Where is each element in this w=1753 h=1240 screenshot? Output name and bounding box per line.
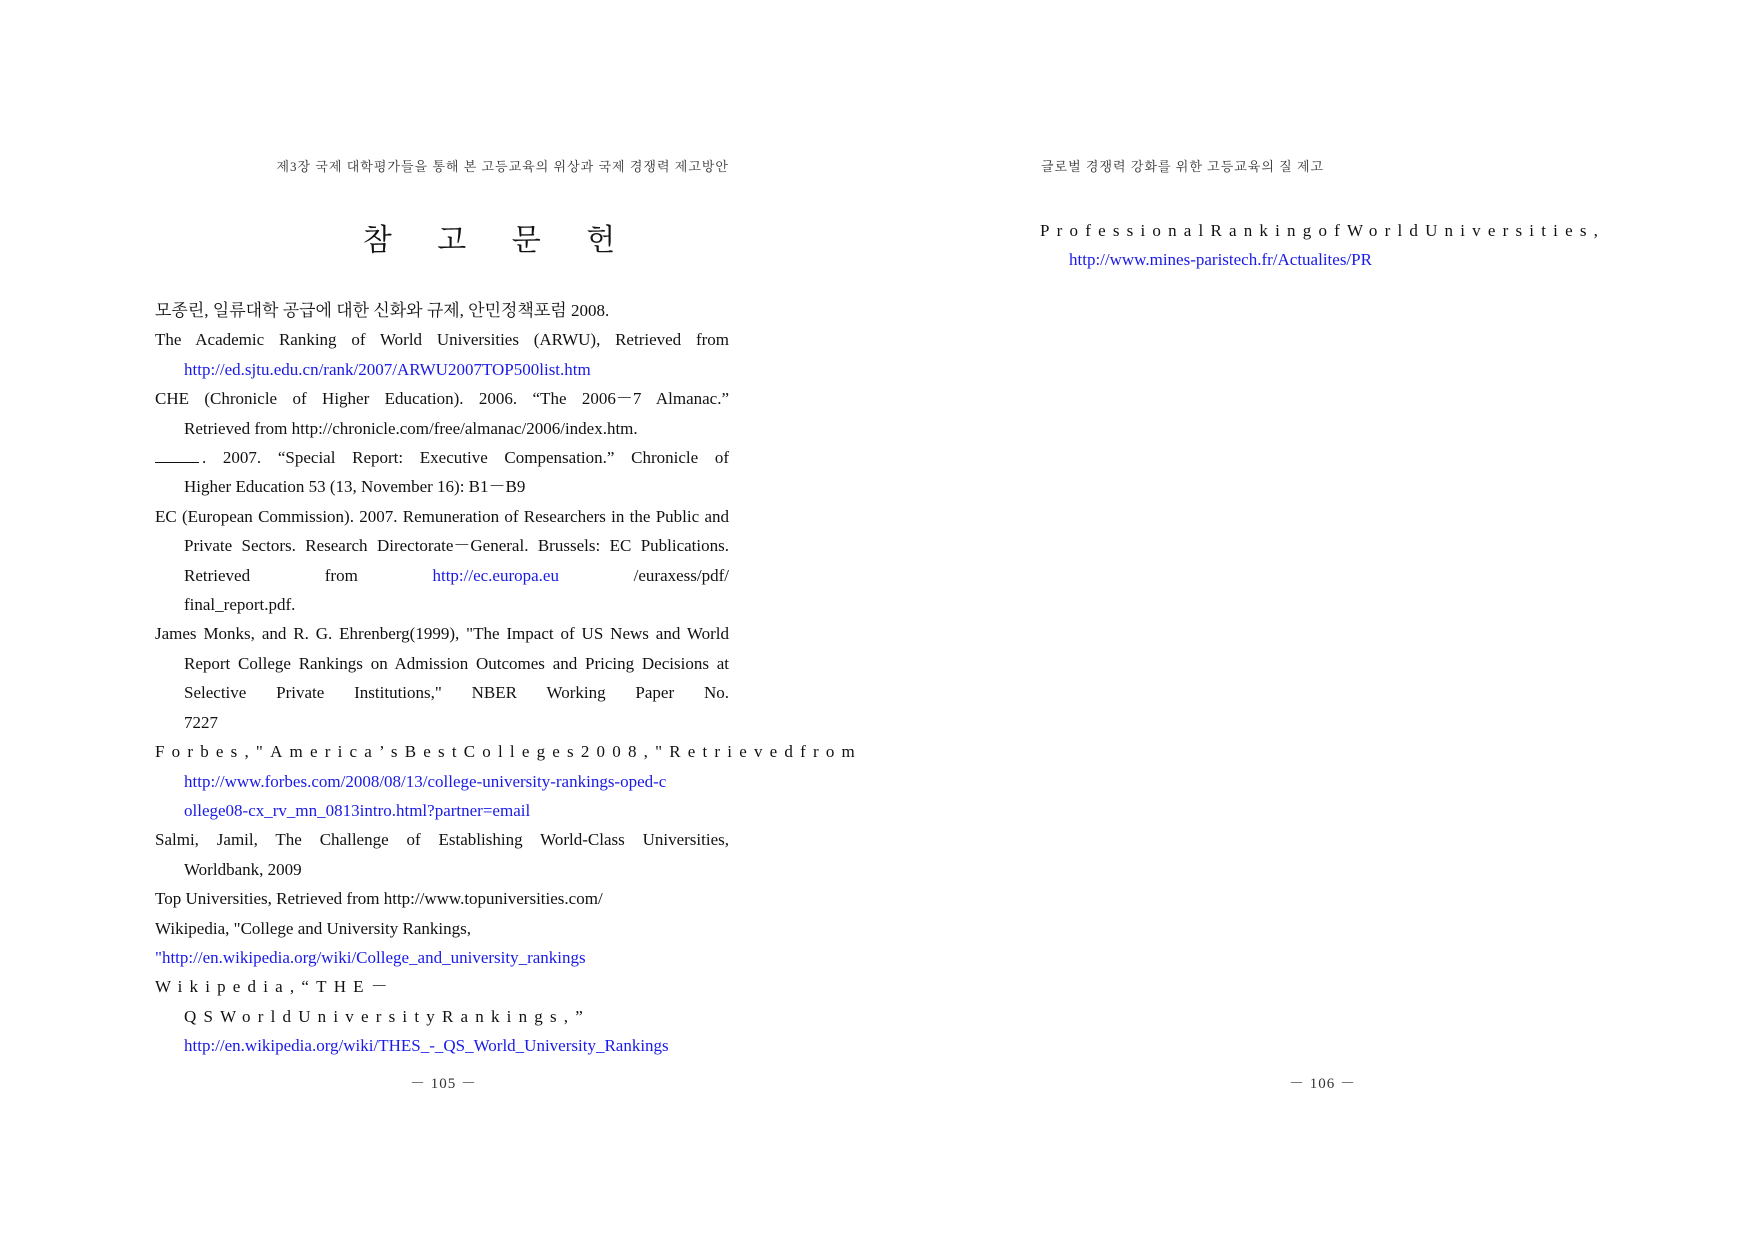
reference-link[interactable]: http://ec.europa.eu bbox=[432, 565, 559, 585]
reference-item bbox=[155, 884, 729, 913]
reference-item bbox=[155, 914, 729, 943]
ditto-blank bbox=[155, 448, 199, 463]
reference-link[interactable]: http://www.mines-paristech.fr/Actualites/PR bbox=[1069, 250, 1372, 270]
reference-list bbox=[155, 296, 862, 1061]
running-head-left: 제3장 국제 대학평가들을 통해 본 고등교육의 위상과 국제 경쟁력 제고방안 bbox=[276, 159, 729, 174]
reference-item bbox=[1040, 216, 1620, 245]
running-head-right: 글로벌 경쟁력 강화를 위한 고등교육의 질 제고 bbox=[1041, 159, 1325, 174]
reference-text: CHE (Chronicle of Higher Education). 2006. “The 2006－7 Almanac.” bbox=[155, 389, 729, 409]
reference-text: Wikipedia, "College and University Rankings, bbox=[155, 918, 471, 938]
reference-item-continuation bbox=[155, 472, 729, 501]
reference-text: Salmi, Jamil, The Challenge of Establishing World-Class Universities, bbox=[155, 830, 729, 850]
reference-item bbox=[155, 325, 729, 354]
reference-item-continuation bbox=[155, 767, 729, 826]
reference-item-continuation bbox=[155, 355, 729, 384]
left-page bbox=[0, 0, 876, 1240]
reference-text: Worldbank, 2009 bbox=[184, 859, 302, 879]
reference-item bbox=[155, 825, 729, 854]
reference-link[interactable]: http://www.forbes.com/2008/08/13/college-university-rankings-oped-c bbox=[184, 771, 667, 791]
page-title bbox=[0, 215, 876, 259]
page-number-right: － 106 － bbox=[1289, 1076, 1357, 1092]
reference-text: Higher Education 53 (13, November 16): B1－B9 bbox=[184, 477, 526, 497]
reference-text: EC (European Commission). 2007. Remuneration of Researchers in the Public and Private Sectors. Research Directorate－General. Brussels: EC Publications. Retrieved from bbox=[155, 506, 729, 585]
page-title-text: 참 고 문 헌 bbox=[362, 223, 634, 258]
reference-text: final_report.pdf. bbox=[184, 595, 296, 615]
reference-item bbox=[155, 443, 729, 472]
reference-link[interactable]: ollege08-cx_rv_mn_0813intro.html?partner=email bbox=[184, 800, 531, 820]
reference-text: James Monks, and R. G. Ehrenberg(1999), "The Impact of US News and World Report College Rankings on Admission Outcomes and Pricing Decisions at Selective Private Institutions," NBER Working Paper No. bbox=[155, 624, 729, 703]
reference-text: The Academic Ranking of World Universities (ARWU), Retrieved from bbox=[155, 330, 729, 350]
reference-item-continuation bbox=[155, 1031, 729, 1060]
reference-item-continuation bbox=[155, 414, 729, 443]
reference-item bbox=[155, 384, 729, 413]
reference-text: Retrieved from http://chronicle.com/free/almanac/2006/index.htm. bbox=[184, 418, 638, 438]
reference-text: . 2007. “Special Report: Executive Compensation.” Chronicle of bbox=[202, 448, 729, 468]
reference-item bbox=[155, 972, 729, 1031]
reference-list bbox=[1040, 216, 1620, 275]
reference-item bbox=[155, 943, 729, 972]
reference-text: 모종린, 일류대학 공급에 대한 신화와 규제, 안민정책포럼 2008. bbox=[155, 301, 610, 320]
reference-item-continuation bbox=[155, 590, 729, 619]
reference-item-continuation bbox=[155, 708, 729, 737]
reference-text: /euraxess/pdf/ bbox=[558, 565, 730, 585]
reference-text: Forbes,"America’sBestColleges2008,"Retrievedfrom bbox=[155, 742, 862, 762]
reference-item bbox=[155, 619, 729, 707]
reference-text: Wikipedia,“THE－QSWorldUniversityRankings,” bbox=[155, 977, 590, 1026]
reference-link[interactable]: http://en.wikipedia.org/wiki/THES_-_QS_World_University_Rankings bbox=[184, 1036, 669, 1056]
page-number-left: － 105 － bbox=[410, 1076, 478, 1092]
reference-item-continuation bbox=[1040, 245, 1620, 274]
reference-text: " bbox=[155, 947, 162, 967]
reference-item bbox=[155, 296, 729, 325]
reference-item-continuation bbox=[155, 855, 729, 884]
reference-text: 7227 bbox=[184, 712, 218, 732]
reference-text: ProfessionalRankingofWorldUniversities, bbox=[1040, 221, 1606, 240]
reference-link[interactable]: http://en.wikipedia.org/wiki/College_and_university_rankings bbox=[161, 947, 586, 967]
right-page bbox=[876, 0, 1753, 1240]
reference-item bbox=[155, 502, 729, 590]
reference-item bbox=[155, 737, 862, 766]
reference-link[interactable]: http://ed.sjtu.edu.cn/rank/2007/ARWU2007TOP500list.htm bbox=[184, 359, 591, 379]
reference-text: Top Universities, Retrieved from http://www.topuniversities.com/ bbox=[155, 889, 603, 909]
